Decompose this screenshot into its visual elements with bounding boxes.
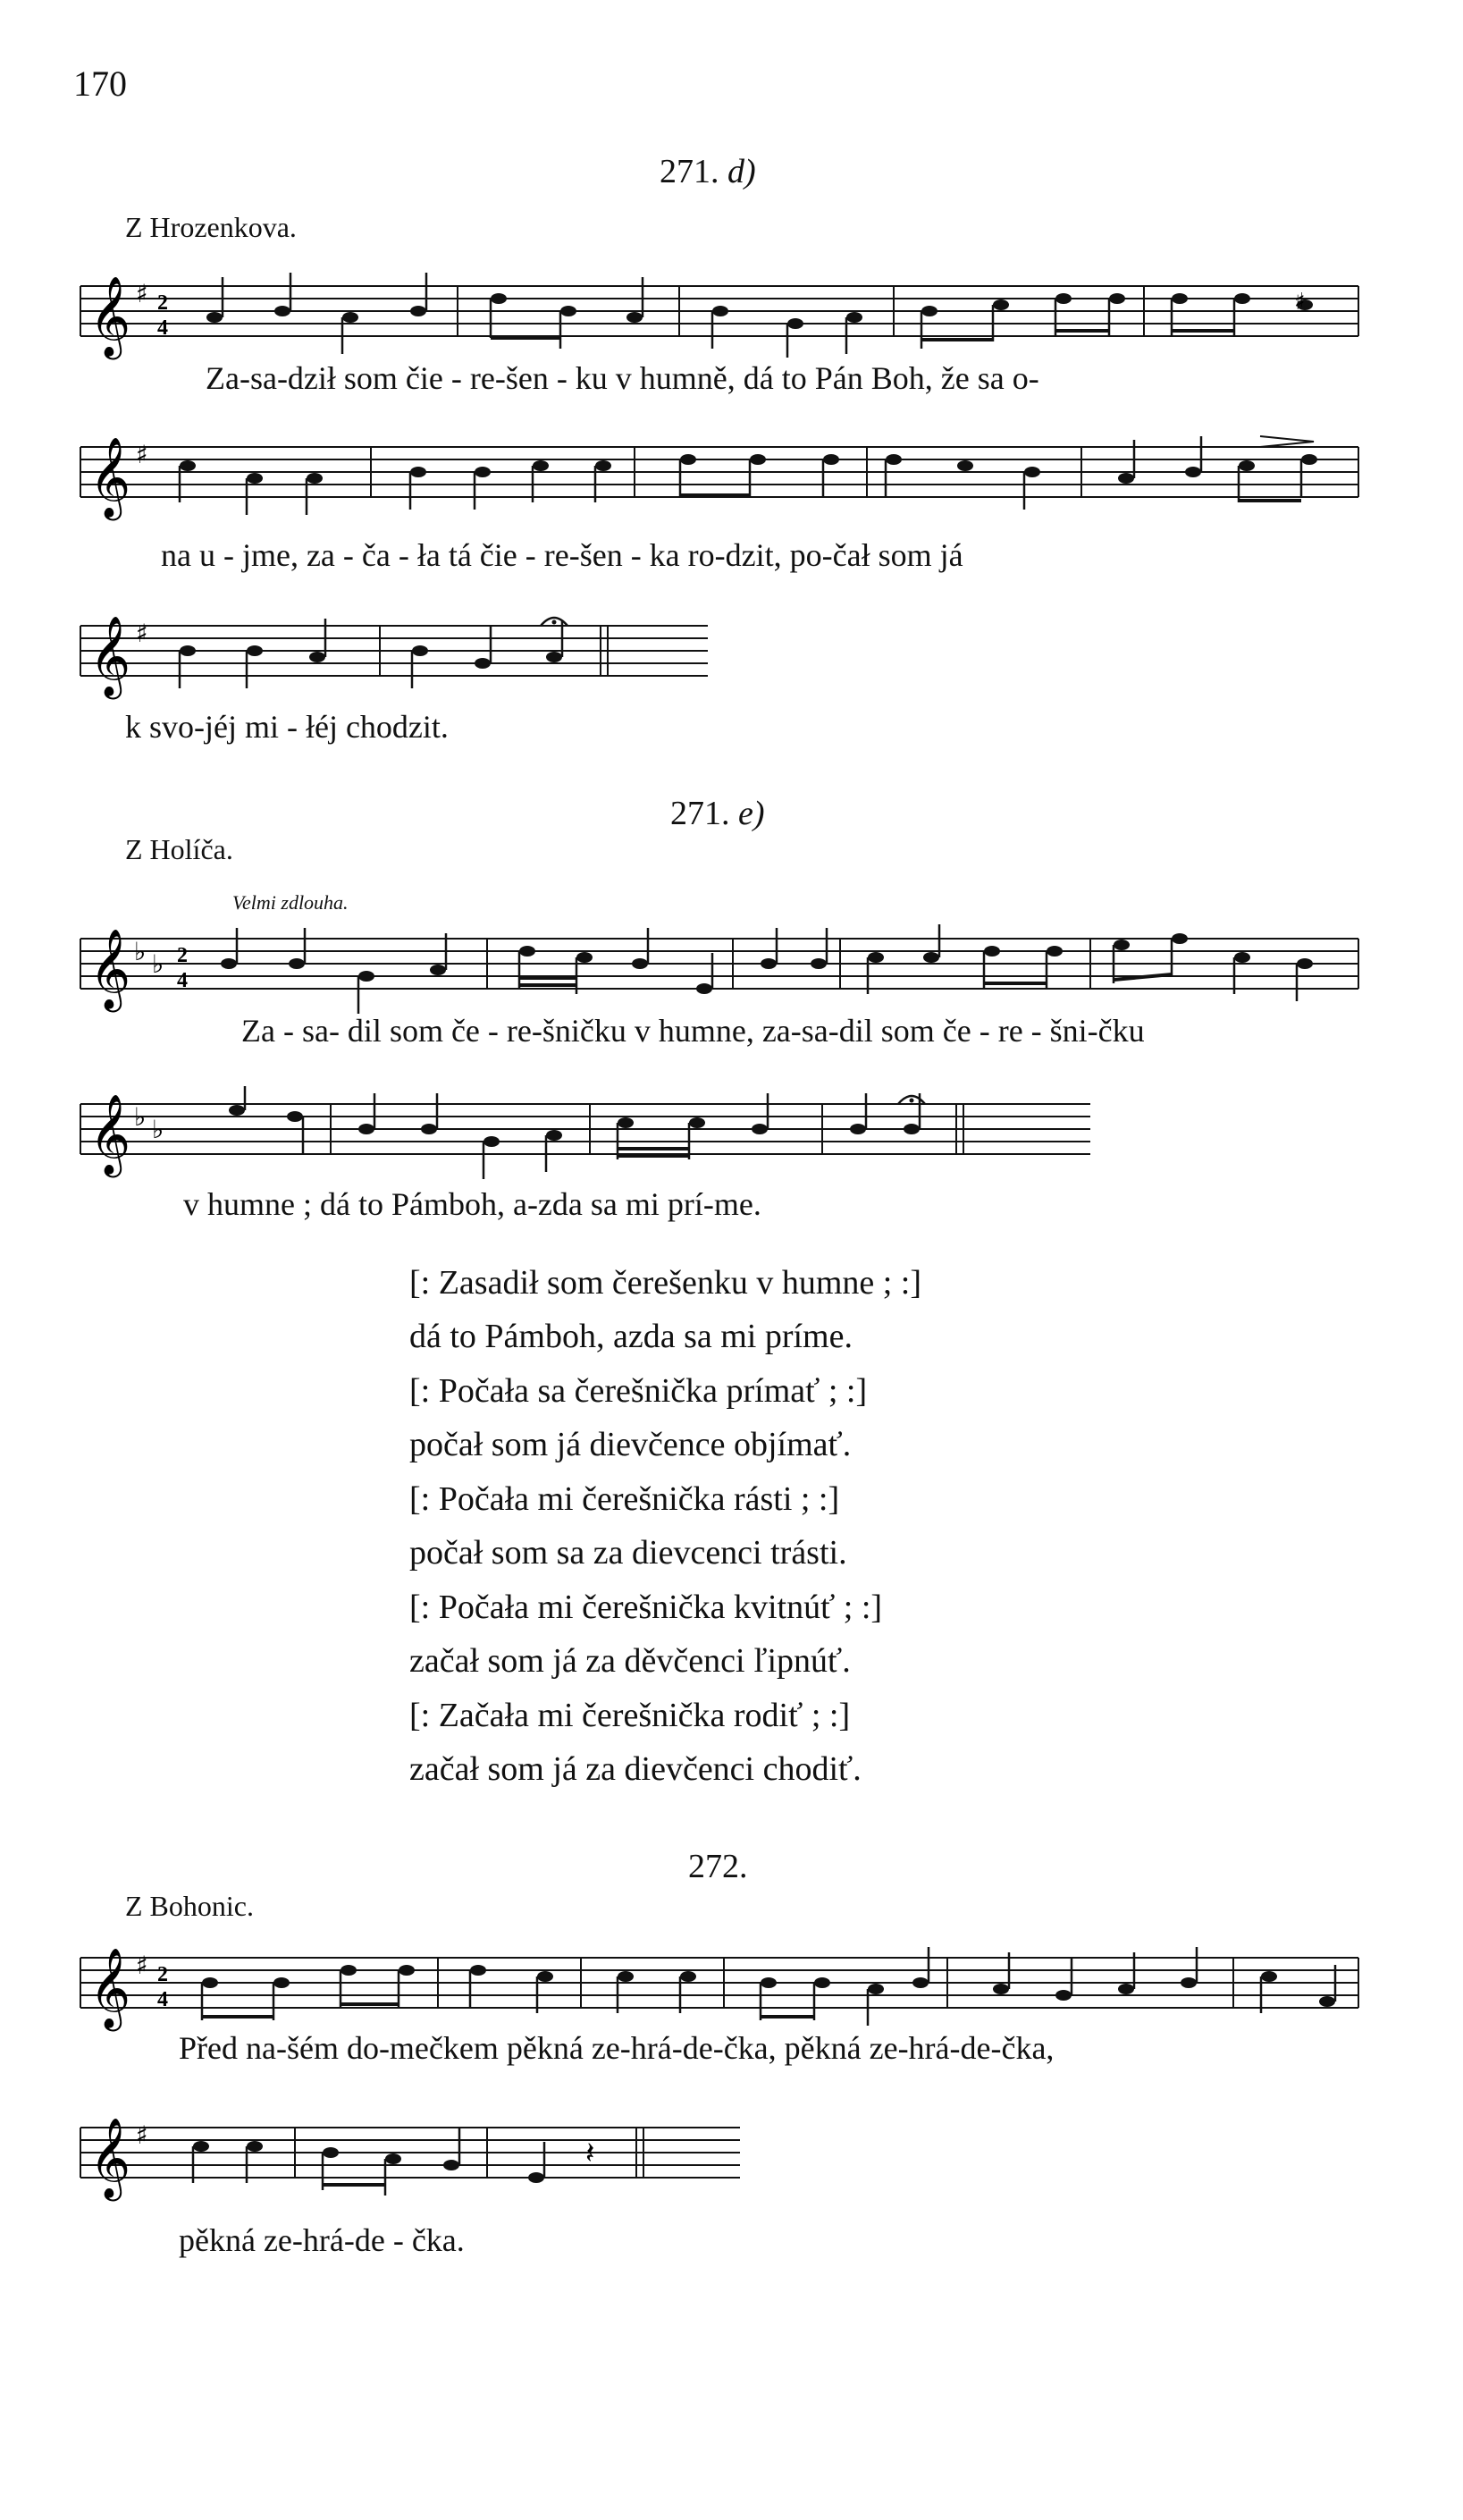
accent-icon (1260, 436, 1314, 447)
verse-line: [: Počała mi čerešnička kvitnúť ; :] (409, 1589, 883, 1626)
verse (409, 1364, 921, 1471)
page-number: 170 (73, 63, 127, 104)
key-sharp-icon: ♯ (136, 619, 148, 648)
note-icon (342, 312, 358, 323)
note-icon (1055, 293, 1072, 304)
music-staff (71, 608, 715, 706)
music-staff (71, 1940, 1367, 2038)
key-flat-icon: ♭ (152, 949, 164, 979)
song-heading (660, 152, 756, 191)
verse (409, 1256, 921, 1363)
tempo-marking: Velmi zdlouha. (232, 891, 349, 914)
verse-line: [: Počała sa čerešnička prímať ; :] (409, 1372, 868, 1410)
verse (409, 1580, 921, 1688)
lyrics-line: Za - sa- dil som če - re-šničku v humne, za-sa-dil som če - re - šni-čku (241, 1013, 1145, 1049)
song-number: 271. (660, 153, 727, 190)
time-signature-bottom: 4 (157, 1988, 168, 2011)
lyrics-line: Za-sa-dził som čie - re-šen - ku v humně, dá to Pán Boh, že sa o- (206, 360, 1039, 396)
music-staff (71, 268, 1367, 367)
song-heading (688, 1847, 748, 1886)
note-icon (1109, 293, 1125, 304)
lyrics-line: na u - jme, za - ča - ła tá čie - re-šen - ka ro-dzit, po-čał som já (161, 537, 963, 573)
verse (409, 1689, 921, 1796)
song-suffix: e) (738, 795, 765, 832)
key-flat-icon: ♭ (134, 1102, 147, 1132)
verse-line: [: Počała mi čerešnička rásti ; :] (409, 1480, 840, 1518)
verse-line: [: Zasadił som čerešenku v humne ; :] (409, 1264, 922, 1302)
note-icon (1234, 293, 1250, 304)
song-source: Z Hrozenkova. (125, 211, 297, 243)
lyrics-line: v humne ; dá to Pámboh, a-zda sa mi prí-me. (183, 1186, 761, 1222)
lyrics-line: pěkná ze-hrá-de - čka. (179, 2222, 465, 2258)
note-icon (206, 312, 223, 323)
verse-line: počał som já dievčence objímať. (409, 1426, 852, 1463)
lyrics-line: Před na-šém do-mečkem pěkná ze-hrá-de-čka, pěkná ze-hrá-de-čka, (179, 2030, 1055, 2066)
song-number: 272. (688, 1848, 748, 1885)
note-icon (410, 306, 426, 316)
verse-line: dá to Pámboh, azda sa mi príme. (409, 1318, 853, 1355)
verse-line: [: Začała mi čerešnička rodiť ; :] (409, 1697, 851, 1734)
note-icon (921, 306, 937, 316)
verse-line: začał som já za dievčenci chodiť. (409, 1750, 862, 1788)
time-signature-bottom: 4 (157, 316, 168, 340)
time-signature-top: 2 (157, 1963, 168, 1986)
key-flat-icon: ♭ (134, 937, 147, 966)
note-icon (1172, 293, 1188, 304)
key-sharp-icon: ♯ (136, 440, 148, 469)
key-flat-icon: ♭ (152, 1115, 164, 1144)
time-signature-bottom: 4 (177, 969, 188, 992)
lyrics-line: k svo-jéj mi - łéj chodzit. (125, 709, 449, 745)
key-sharp-icon: ♯ (136, 2120, 148, 2150)
song-source: Z Bohonic. (125, 1890, 254, 1922)
key-sharp-icon: ♯ (136, 279, 148, 308)
music-staff (71, 921, 1367, 1019)
treble-clef-icon: 𝄞 (89, 616, 131, 696)
note-icon (846, 312, 862, 323)
note-icon (787, 318, 803, 329)
music-staff (71, 1086, 1099, 1184)
music-staff (71, 2110, 751, 2208)
verse-line: počał som sa za dievcenci trásti. (409, 1534, 847, 1572)
note-icon (626, 312, 643, 323)
key-sharp-icon: ♯ (136, 1951, 148, 1980)
song-suffix: d) (727, 153, 756, 190)
music-staff (71, 429, 1367, 527)
note-icon (491, 293, 507, 304)
verse (409, 1472, 921, 1580)
verse-line: začał som já za děvčenci ľipnúť. (409, 1642, 851, 1680)
treble-clef-icon: 𝄞 (89, 276, 131, 357)
treble-clef-icon: 𝄞 (89, 437, 131, 518)
note-icon (274, 306, 290, 316)
note-icon (712, 306, 728, 316)
treble-clef-icon: 𝄞 (89, 1094, 131, 1175)
treble-clef-icon: 𝄞 (89, 2118, 131, 2198)
sharp-icon: ♯ (1294, 289, 1306, 316)
note-icon (560, 306, 576, 316)
time-signature-top: 2 (177, 944, 188, 967)
time-signature-top: 2 (157, 291, 168, 315)
rest-icon: 𝄽 (585, 2136, 595, 2171)
song-heading (670, 794, 765, 833)
note-icon (993, 299, 1009, 310)
song-number: 271. (670, 795, 738, 832)
treble-clef-icon: 𝄞 (89, 1948, 131, 2028)
verses-block (409, 1256, 921, 1797)
song-source: Z Holíča. (125, 833, 233, 865)
treble-clef-icon: 𝄞 (89, 929, 131, 1009)
